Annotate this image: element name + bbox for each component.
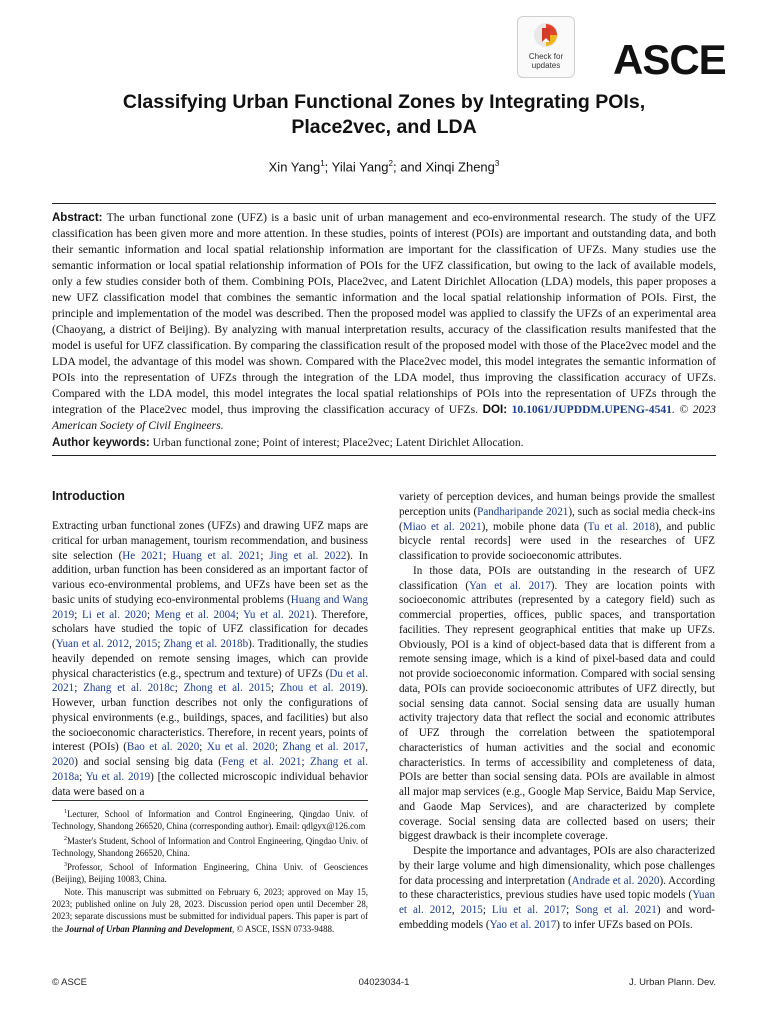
citation[interactable]: Xu et al. 2020 <box>206 741 275 754</box>
citation[interactable]: Meng et al. 2004 <box>154 608 236 621</box>
author-1: Xin Yang <box>268 159 321 175</box>
citation[interactable]: Zhang et al. 2018b <box>163 638 249 650</box>
footnote-1: $^1$Lecturer, School of Information and Control Engineering, Qingdao Univ. of Technology, Shandong 266520, China (corresponding author). Email: qdlgyx@126.com <box>52 808 368 832</box>
abstract <box>52 210 716 434</box>
left-column <box>52 519 368 799</box>
doi-label: DOI: <box>482 403 508 416</box>
citation[interactable]: Huang and Wang 2019 <box>52 593 368 621</box>
citation[interactable]: 2015 <box>460 904 483 916</box>
author-keywords <box>52 435 716 451</box>
paragraph: In those data, POIs are outstanding in the research of UFZ classification (Yan et al. 2017). They are location points with socioeconomic attributes (represented by a category field) such as commercial properties, offices, public spaces, and transportation facilities. They represent geographical entities that make up UFZs. Obviously, POI is a kind of object-based data that is different from a remote sensing image, which is a kind of pixel-based data and could not provide socioeconomic information. Compared with social sensing data, POIs can provide socioeconomic attributes of UFZ directly, but social sensing data cannot. Social sensing data are usually human activity trajectory data that reflect the social and economic attributes of UFZ through the correlation between the spatiotemporal characteristics of human activities and the social and economic characteristics. In terms of accessibility and completeness of data, POIs are better than social sensing data. POIs are available in almost all major map services (e.g., Google Map Service, Baidu Map Service, and Gaode Map Services), and are characterized by complete coverage. Social sensing data are collected based on users; their biggest drawback is their incomplete coverage. <box>399 564 715 843</box>
citation[interactable]: Yu et al. 2019 <box>85 770 151 783</box>
citation[interactable]: Yuan et al. 2012 <box>399 889 715 916</box>
section-title: Introduction <box>52 489 125 503</box>
citation[interactable]: Zhong et al. 2015 <box>183 682 271 695</box>
citation[interactable]: Yu et al. 2021 <box>243 608 311 621</box>
author-separator-2: ; and <box>392 159 426 175</box>
check-for-updates-badge[interactable] <box>517 16 575 78</box>
citation[interactable]: Zhou et al. 2019 <box>279 682 362 695</box>
footnote-rule <box>52 800 368 801</box>
citation[interactable]: Yao et al. 2017 <box>489 918 557 931</box>
citation[interactable]: Du et al. 2021 <box>52 667 368 695</box>
author-3: Xinqi Zheng <box>425 159 495 175</box>
keywords-label: Author keywords: <box>52 437 150 449</box>
footnotes <box>52 806 368 935</box>
submission-note: Note. This manuscript was submitted on February 6, 2023; approved on May 15, 2023; published online on July 28, 2023. Discussion period open until December 28, 2023; separate discussions must be submitted for individual papers. This paper is part of the Journal of Urban Planning and Development, © ASCE, ISSN 0733-9488. <box>52 886 368 934</box>
footer-page-id: 04023034-1 <box>358 977 410 988</box>
citation[interactable]: Liu et al. 2017 <box>491 904 567 916</box>
citation[interactable]: Feng et al. 2021 <box>222 756 302 768</box>
citation[interactable]: Song et al. 2021 <box>575 904 657 916</box>
citation[interactable]: He 2021 <box>122 549 164 562</box>
keywords-text: Urban functional zone; Point of interest; Place2vec; Latent Dirichlet Allocation. <box>149 436 524 449</box>
citation[interactable]: Li et al. 2020 <box>81 608 147 621</box>
check-label-2: updates <box>531 61 561 70</box>
check-label-1: Check for <box>528 52 564 61</box>
footnote-2: $^2$Master's Student, School of Information and Control Engineering, Qingdao Univ. of Technology, Shandong 266520, China. <box>52 835 368 858</box>
citation[interactable]: 2020 <box>52 756 75 768</box>
author-3-marker[interactable]: 3 <box>494 159 500 168</box>
footer-journal: J. Urban Plann. Dev. <box>629 977 716 988</box>
author-1-marker[interactable]: 1 <box>320 159 325 168</box>
citation[interactable]: Zhang et al. 2018a <box>52 756 369 783</box>
author-separator-1: ; <box>324 159 332 175</box>
author-2: Yilai Yang <box>331 159 389 175</box>
paragraph: Extracting urban functional zones (UFZs) and drawing UFZ maps are critical for urban management, tourism recommendation, and business site selection (He 2021; Huang et al. 2021; Jing et al. 2022). In addition, urban function has been considered as an important factor of various eco-environmental problems, and UFZs have been set as the basic units of studying eco-environmental problems (Huang and Wang 2019; Li et al. 2020; Meng et al. 2004; Yu et al. 2021). Therefore, scholars have studied the topic of UFZ classification for decades (Yuan et al. 2012, 2015; Zhang et al. 2018b). Traditionally, the studies heavily depended on remote sensing images, which can provide physical characteristics (e.g., spectrum and texture) of UFZs (Du et al. 2021; Zhang et al. 2018c; Zhong et al. 2015; Zhou et al. 2019). However, urban function describes not only the configurations of physical environments (e.g., buildings, spaces, and facilities) but also the socioeconomic characteristics. Therefore, in recent years, points of interest (POIs) (Bao et al. 2020; Xu et al. 2020; Zhang et al. 2017, 2020) and social sensing big data (Feng et al. 2021; Zhang et al. 2018a; Yu et al. 2019) [the collected microscopic individual behavior data were based on a <box>52 520 369 798</box>
abstract-bottom-rule <box>52 455 716 456</box>
title-line-2: Place2vec, and LDA <box>291 116 477 138</box>
author-list <box>40 159 728 174</box>
paper-title <box>40 90 728 140</box>
doi-link[interactable]: 10.1061/JUPDDM.UPENG-4541 <box>511 403 672 416</box>
author-2-marker[interactable]: 2 <box>388 159 393 168</box>
citation[interactable]: Zhang et al. 2018c <box>83 682 175 695</box>
citation[interactable]: Jing et al. 2022 <box>269 549 347 562</box>
citation[interactable]: Miao et al. 2021 <box>402 520 482 533</box>
citation[interactable]: Bao et al. 2020 <box>126 741 200 754</box>
journal-name: Journal of Urban Planning and Development <box>65 923 232 934</box>
citation[interactable]: Andrade et al. 2020 <box>571 874 660 887</box>
right-column <box>399 490 715 933</box>
publisher-logo: ASCE <box>613 36 726 83</box>
paragraph: Despite the importance and advantages, POIs are also characterized by their large volume and high dimensionality, which pose challenges for data processing and interpretation (Andrade et al. 2020). According to these characteristics, previous studies have used topic models (Yuan et al. 2012, 2015; Liu et al. 2017; Song et al. 2021) and word-embedding models (Yao et al. 2017) to infer UFZs based on POIs. <box>399 845 715 931</box>
paragraph: variety of perception devices, and human beings provide the smallest perception units (Pandharipande 2021), such as social media check-ins (Miao et al. 2021), mobile phone data (Tu et al. 2018), and public bicycle rental records] were used in the researches of UFZ classification to provide socioeconomic attributes. <box>399 491 716 562</box>
abstract-top-rule <box>52 203 716 204</box>
citation[interactable]: Huang et al. 2021 <box>172 549 261 562</box>
abstract-text: The urban functional zone (UFZ) is a basic unit of urban management and eco-environmental research. The study of the UFZ classification has been given more and more attention. In these studies, points of interest (POIs) are important and outstanding data, and both their semantic information and local spatial relationship information are important for the classification of UFZs. Many studies use the semantic information or local spatial relationship information of POIs for the UFZ classification, but owing to the lack of available models, only a few studies consider both of them. Combining POIs, Place2vec, and Latent Dirichlet Allocation (LDA) models, this paper proposes a new UFZ classification model that combines the semantic information and the local spatial relationship information of POIs. First, the principle and implementation of the model was described. Then the proposed model was applied to classify the UFZs of an experimental area (Chaoyang, a district of Beijing). By analyzing with manual interpretation results, accuracy of the classification results manifested that the model is useful for UFZ classification. By comparing the classification result of the proposed model with those of the Place2vec model and the LDA model, the advantage of this model was shown. Compared with the Place2vec model, this model integrates the semantic information of POIs into the representation of UFZs through the integration of the LDA model, thus improving the classification accuracy of UFZs. Compared with the LDA model, this model integrates the local spatial relationships of POIs into the representation of UFZs through the integration of the Place2vec model, thus improving the classification accuracy of UFZs. <box>52 211 716 416</box>
title-line-1: Classifying Urban Functional Zones by Integrating POIs, <box>122 91 646 113</box>
citation[interactable]: Yuan et al. 2012 <box>55 638 130 650</box>
footnote-3: $^3$Professor, School of Information Engineering, China Univ. of Geosciences (Beijing), Beijing 10083, China. <box>52 862 368 885</box>
citation[interactable]: 2015 <box>135 638 158 650</box>
abstract-label: Abstract: <box>52 212 103 224</box>
citation[interactable]: Yan et al. 2017 <box>469 579 551 592</box>
citation[interactable]: Tu et al. 2018 <box>587 520 656 533</box>
citation[interactable]: Zhang et al. 2017 <box>282 741 366 754</box>
bookmark-icon <box>533 22 559 50</box>
copyright: . © 2023 American Society of Civil Engineers. <box>52 403 716 432</box>
citation[interactable]: Pandharipande 2021 <box>477 505 569 518</box>
footer-copyright: © ASCE <box>52 977 87 988</box>
